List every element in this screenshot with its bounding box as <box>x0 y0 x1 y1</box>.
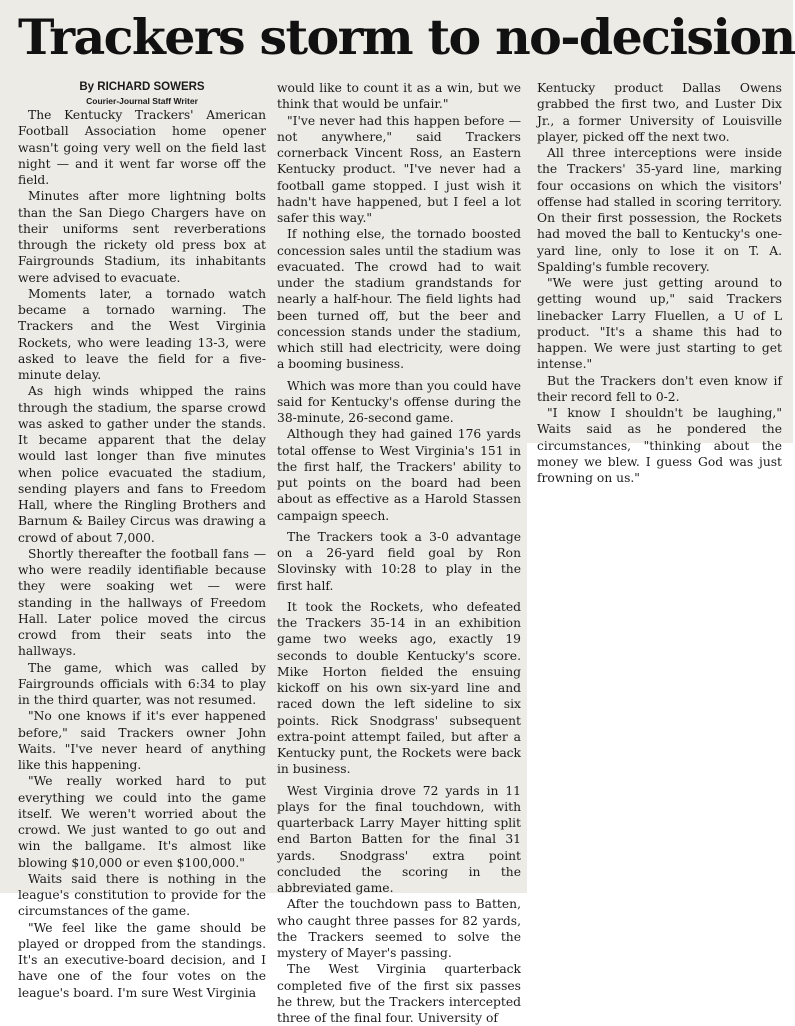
paragraph: "We feel like the game should be played or dropped from the standings. It's an executive-board decision, and I have one of the four votes on the league's board. I'm sure West Virginia <box>18 920 266 1000</box>
article-column-2 <box>277 80 521 1025</box>
paragraph: After the touchdown pass to Batten, who caught three passes for 82 yards, the Trackers seemed to solve the mystery of Mayer's passing. <box>277 897 521 960</box>
paragraph: The Kentucky Trackers' American Football Association home opener wasn't going very well on the field last night — and it went far worse off the field. <box>18 108 266 187</box>
paragraph: It took the Rockets, who defeated the Trackers 35-14 in an exhibition game two weeks ago, exactly 19 seconds to double Kentucky's score. Mike Horton fielded the ensuing kickoff on his own six-yard line and raced down the left sideline to six points. Rick Snodgrass' subsequent extra-point attempt failed, but after a Kentucky punt, the Rockets were back in business. <box>277 599 521 777</box>
staff-line: Courier-Journal Staff Writer <box>86 96 198 106</box>
paragraph: "We really worked hard to put everything we could into the game itself. We weren't worried about the crowd. We just wanted to go out and win the ballgame. It's almost like blowing $10,000 or even $100,000." <box>18 774 266 870</box>
paragraph: "We were just getting around to getting wound up," said Trackers linebacker Larry Fluellen, a U of L product. "It's a shame this had to happen. We were just starting to get intense." <box>537 276 782 372</box>
paragraph: Shortly thereafter the football fans — who were readily identifiable because they were soaking wet — were standing in the hallways of Freedom Hall. Later police moved the circus crowd from their seats into the hallways. <box>18 546 266 659</box>
paragraph: would like to count it as a win, but we think that would be unfair." <box>277 81 521 112</box>
paragraph: Moments later, a tornado watch became a tornado warning. The Trackers and the West Virginia Rockets, who were leading 13-3, were asked to leave the field for a five-minute delay. <box>18 286 266 382</box>
article-column-1 <box>18 80 266 1000</box>
paragraph: As high winds whipped the rains through the stadium, the sparse crowd was asked to gather under the stands. It became apparent that the delay would last longer than five minutes when police evacuated the stadium, sending players and fans to Freedom Hall, where the Ringling Brothers and Barnum & Bailey Circus was drawing a crowd of about 7,000. <box>18 384 266 545</box>
paragraph: "I know I shouldn't be laughing," Waits said as he pondered the circumstances, "thinking about the money we blew. I guess God was just frowning on us." <box>537 406 782 485</box>
paragraph: But the Trackers don't even know if their record fell to 0-2. <box>537 373 782 404</box>
headline: Trackers storm to no-decision <box>18 8 795 66</box>
paragraph: The West Virginia quarterback completed five of the first six passes he threw, but the Trackers intercepted three of the final four. University of <box>277 962 521 1025</box>
paragraph: Waits said there is nothing in the league's constitution to provide for the circumstances of the game. <box>18 871 266 919</box>
article-column-3 <box>537 80 782 485</box>
paragraph: "I've never had this happen before — not anywhere," said Trackers cornerback Vincent Ross, an Eastern Kentucky product. "I've never had a football game stopped. I just wish it hadn't have happened, but I feel a lot safer this way." <box>277 113 521 225</box>
byline: By RICHARD SOWERS <box>79 81 205 93</box>
paragraph: West Virginia drove 72 yards in 11 plays for the final touchdown, with quarterback Larry Mayer hitting split end Barton Batten for the final 31 yards. Snodgrass' extra point concluded the scoring in the abbreviated game. <box>277 783 521 895</box>
paragraph: Although they had gained 176 yards total offense to West Virginia's 151 in the first half, the Trackers' ability to put points on the board had been about as effective as a Harold Stassen campaign speech. <box>277 427 521 523</box>
paragraph: The game, which was called by Fairgrounds officials with 6:34 to play in the third quarter, was not resumed. <box>18 660 266 707</box>
paragraph: If nothing else, the tornado boosted concession sales until the stadium was evacuated. The crowd had to wait under the stadium grandstands for nearly a half-hour. The field lights had been turned off, but the beer and concession stands under the stadium, which still had electricity, were doing a booming business. <box>277 227 521 372</box>
paragraph: Kentucky product Dallas Owens grabbed the first two, and Luster Dix Jr., a former University of Louisville player, picked off the next two. <box>537 81 782 144</box>
paragraph: The Trackers took a 3-0 advantage on a 26-yard field goal by Ron Slovinsky with 10:28 to play in the first half. <box>277 529 521 593</box>
paragraph: Minutes after more lightning bolts than the San Diego Chargers have on their uniforms sent reverberations through the rickety old press box at Fairgrounds Stadium, its inhabitants were advised to evacuate. <box>18 189 266 285</box>
paragraph: "No one knows if it's ever happened before," said Trackers owner John Waits. "I've never heard of anything like this happening. <box>18 709 266 772</box>
paragraph: All three interceptions were inside the Trackers' 35-yard line, marking four occasions on which the visitors' offense had stalled in scoring territory. On their first possession, the Rockets had moved the ball to Kentucky's one-yard line, only to lose it on T. A. Spalding's fumble recovery. <box>537 146 782 274</box>
paragraph: Which was more than you could have said for Kentucky's offense during the 38-minute, 26-second game. <box>277 378 521 425</box>
